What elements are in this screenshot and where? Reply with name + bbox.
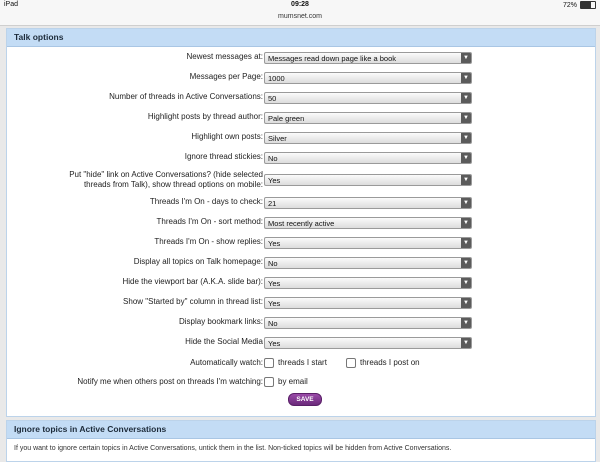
battery-icon	[580, 1, 596, 9]
dropdown-arrow-icon: ▼	[461, 113, 471, 123]
url-text: mumsnet.com	[278, 13, 322, 20]
option-label: Display all topics on Talk homepage:	[133, 257, 263, 266]
select-newest-messages[interactable]: Messages read down page like a book ▼	[264, 52, 472, 64]
option-label: Show "Started by" column in thread list:	[123, 297, 263, 306]
save-button[interactable]: SAVE	[288, 393, 322, 406]
select-hide-social-media[interactable]: Yes ▼	[264, 337, 472, 349]
option-label: Hide the Social Media	[185, 337, 263, 346]
device-name: iPad	[4, 1, 19, 8]
option-label: Ignore thread stickies:	[184, 152, 263, 161]
dropdown-arrow-icon: ▼	[461, 93, 471, 103]
select-active-threads-count[interactable]: 50 ▼	[264, 92, 472, 104]
option-label: Number of threads in Active Conversations:	[109, 92, 263, 101]
dropdown-arrow-icon: ▼	[461, 298, 471, 308]
checkbox-icon[interactable]	[346, 358, 356, 368]
option-label: Messages per Page:	[189, 72, 263, 81]
battery-percent: 72%	[562, 1, 577, 9]
ignore-topics-description: If you want to ignore certain topics in Active Conversations, untick them in the list. Non-ticked topics will be hidden from Active Conversations.	[14, 445, 452, 452]
panel-title: Talk options	[7, 29, 595, 47]
dropdown-arrow-icon: ▼	[461, 53, 471, 63]
option-label: Automatically watch:	[190, 358, 263, 367]
dropdown-arrow-icon: ▼	[461, 278, 471, 288]
dropdown-arrow-icon: ▼	[461, 238, 471, 248]
status-bar	[0, 0, 600, 11]
select-bookmark-links[interactable]: No ▼	[264, 317, 472, 329]
select-hide-viewport-bar[interactable]: Yes ▼	[264, 277, 472, 289]
select-hide-link[interactable]: Yes ▼	[264, 174, 472, 186]
select-highlight-author[interactable]: Pale green ▼	[264, 112, 472, 124]
option-label: Highlight posts by thread author:	[147, 112, 263, 121]
select-started-by-column[interactable]: Yes ▼	[264, 297, 472, 309]
dropdown-arrow-icon: ▼	[461, 153, 471, 163]
option-label: Put "hide" link on Active Conversations? (hide selected	[69, 170, 263, 179]
select-show-replies[interactable]: Yes ▼	[264, 237, 472, 249]
select-display-all-topics[interactable]: No ▼	[264, 257, 472, 269]
checkbox-icon[interactable]	[264, 377, 274, 387]
dropdown-arrow-icon: ▼	[461, 258, 471, 268]
option-label: Threads I'm On - show replies:	[154, 237, 263, 246]
option-label: Highlight own posts:	[191, 132, 263, 141]
battery-status	[563, 1, 596, 9]
select-ignore-stickies[interactable]: No ▼	[264, 152, 472, 164]
dropdown-arrow-icon: ▼	[461, 318, 471, 328]
dropdown-arrow-icon: ▼	[461, 198, 471, 208]
select-sort-method[interactable]: Most recently active ▼	[264, 217, 472, 229]
option-label: Threads I'm On - sort method:	[156, 217, 263, 226]
dropdown-arrow-icon: ▼	[461, 175, 471, 185]
dropdown-arrow-icon: ▼	[461, 133, 471, 143]
checkbox-threads-i-post-on[interactable]: threads I post on	[346, 358, 420, 368]
select-messages-per-page[interactable]: 1000 ▼	[264, 72, 472, 84]
option-label: Notify me when others post on threads I'm watching:	[77, 377, 263, 386]
dropdown-arrow-icon: ▼	[461, 73, 471, 83]
option-label: Newest messages at:	[186, 52, 263, 61]
panel-title: Ignore topics in Active Conversations	[7, 421, 595, 439]
dropdown-arrow-icon: ▼	[461, 218, 471, 228]
checkbox-threads-i-start[interactable]: threads I start	[264, 358, 327, 368]
select-days-to-check[interactable]: 21 ▼	[264, 197, 472, 209]
option-label: threads from Talk), show thread options on mobile:	[83, 180, 263, 189]
url-bar[interactable]	[0, 11, 600, 26]
dropdown-arrow-icon: ▼	[461, 338, 471, 348]
checkbox-by-email[interactable]: by email	[264, 377, 308, 387]
ignore-topics-panel	[6, 420, 596, 462]
option-label: Hide the viewport bar (A.K.A. slide bar):	[122, 277, 263, 286]
option-label: Display bookmark links:	[178, 317, 263, 326]
checkbox-icon[interactable]	[264, 358, 274, 368]
talk-options-panel	[6, 28, 596, 417]
clock: 09:28	[291, 1, 309, 8]
select-highlight-own[interactable]: Silver ▼	[264, 132, 472, 144]
option-label: Threads I'm On - days to check:	[149, 197, 263, 206]
